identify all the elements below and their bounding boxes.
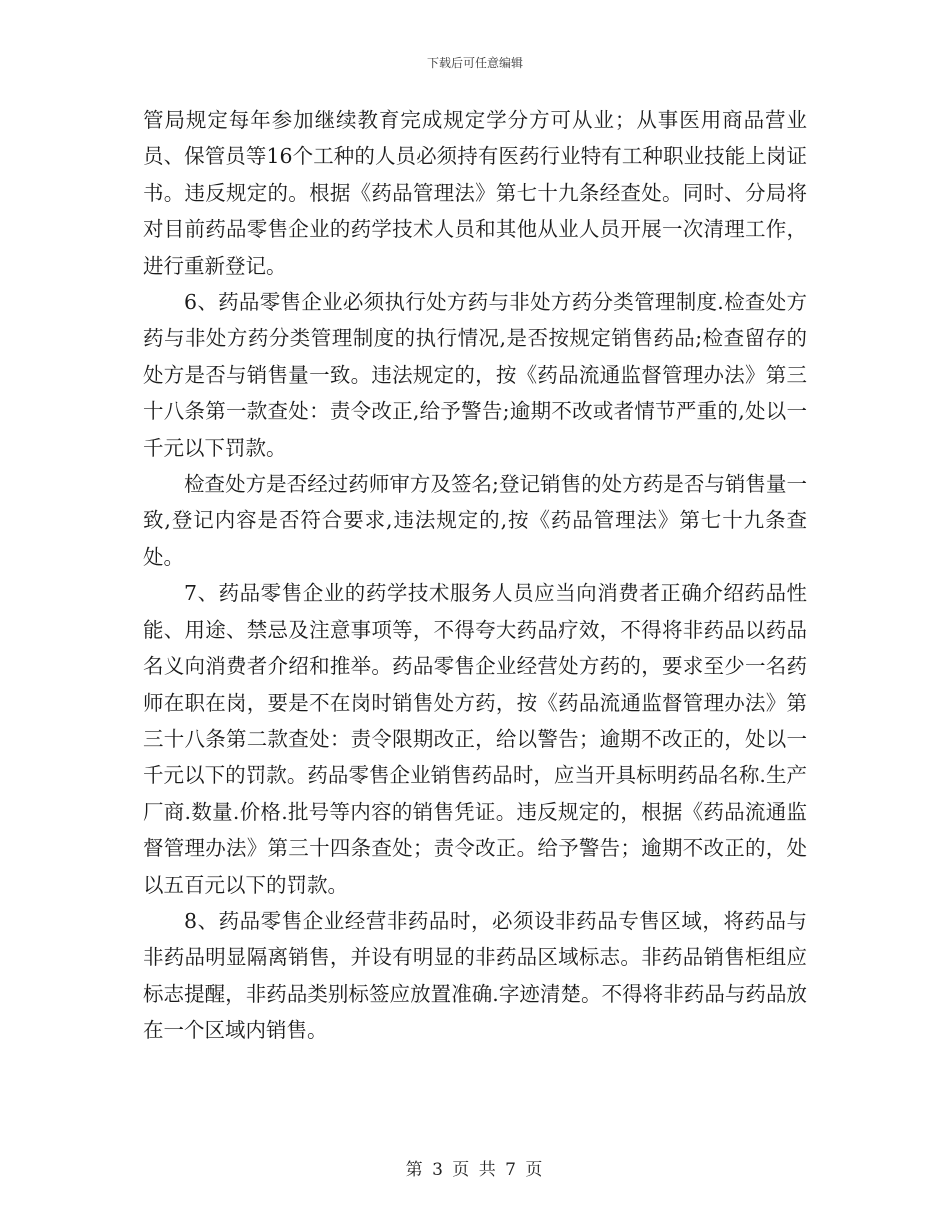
paragraph-item-7: 7、药品零售企业的药学技术服务人员应当向消费者正确介绍药品性能、用途、禁忌及注意事项等，不得夸大药品疗效，不得将非药品以药品名义向消费者介绍和推举。药品零售企业经营处方药的，要求至少一名药师在职在岗，要是不在岗时销售处方药，按《药品流通监督管理办法》第三十八条第二款查处：责令限期改正，给以警告；逾期不改正的，处以一千元以下的罚款。药品零售企业销售药品时，应当开具标明药品名称.生产厂商.数量.价格.批号等内容的销售凭证。违反规定的，根据《药品流通监督管理办法》第三十四条查处；责令改正。给予警告；逾期不改正的，处以五百元以下的罚款。 bbox=[143, 581, 807, 897]
paragraph-item-8: 8、药品零售企业经营非药品时，必须设非药品专售区域，将药品与非药品明显隔离销售，并设有明显的非药品区域标志。非药品销售柜组应标志提醒，非药品类别标签应放置准确.字迹清楚。不得将非药品与药品放在一个区域内销售。 bbox=[143, 908, 807, 1043]
paragraph-prescription-check: 检查处方是否经过药师审方及签名;登记销售的处方药是否与销售量一致,登记内容是否符合要求,违法规定的,按《药品管理法》第七十九条查处。 bbox=[143, 472, 807, 569]
document-body bbox=[143, 102, 807, 1049]
paragraph-item-6: 6、药品零售企业必须执行处方药与非处方药分类管理制度.检查处方药与非处方药分类管理制度的执行情况,是否按规定销售药品;检查留存的处方是否与销售量一致。违法规定的，按《药品流通监督管理办法》第三十八条第一款查处：责令改正,给予警告;逾期不改或者情节严重的,处以一千元以下罚款。 bbox=[143, 290, 807, 460]
page-header: 下载后可任意编辑 bbox=[426, 56, 523, 70]
paragraph-continuation: 管局规定每年参加继续教育完成规定学分方可从业；从事医用商品营业员、保管员等16个工种的人员必须持有医药行业特有工种职业技能上岗证书。违反规定的。根据《药品管理法》第七十九条经查处。同时、分局将对目前药品零售企业的药学技术人员和其他从业人员开展一次清理工作，进行重新登记。 bbox=[143, 108, 807, 278]
page-number-footer: 第 3 页 共 7 页 bbox=[405, 1160, 545, 1180]
